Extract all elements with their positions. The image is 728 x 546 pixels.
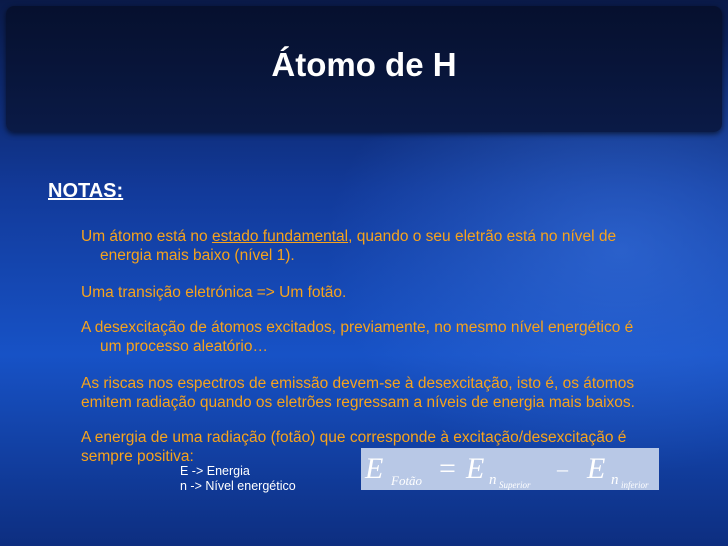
formula-sub-photon: Fotão xyxy=(391,473,423,488)
formula-n-upper: n xyxy=(489,472,497,488)
notes-heading: NOTAS: xyxy=(48,180,124,202)
formula-minus: – xyxy=(557,456,568,481)
formula-e-upper: E xyxy=(466,452,485,485)
note-3-line1: A desexcitação de átomos excitados, previamente, no mesmo nível energético é xyxy=(81,319,634,336)
formula-equals: = xyxy=(439,452,456,485)
note-5-line1: A energia de uma radiação (fotão) que corresponde à excitação/desexcitação é xyxy=(81,429,627,446)
note-1-text-a: Um átomo está no xyxy=(81,228,212,245)
formula-e-lower: E xyxy=(587,452,606,485)
energy-formula xyxy=(361,448,659,490)
note-1-underlined: estado fundamental xyxy=(211,228,349,245)
formula-sub-lower: inferior xyxy=(621,480,649,490)
note-5-line2: sempre positiva: xyxy=(81,448,194,465)
note-3-line2: um processo aleatório… xyxy=(100,338,268,355)
legend-level: n -> Nível energético xyxy=(180,479,296,493)
note-3 xyxy=(81,318,691,356)
note-2 xyxy=(81,283,691,302)
note-4 xyxy=(81,374,691,412)
formula-e-photon: E xyxy=(365,452,384,485)
note-4-line2: emitem radiação quando os eletrões regressam a níveis de energia mais baixos. xyxy=(81,394,635,411)
formula-n-lower: n xyxy=(611,472,619,488)
note-4-line1: As riscas nos espectros de emissão devem-se à desexcitação, isto é, os átomos xyxy=(81,375,635,392)
formula-svg xyxy=(361,448,659,490)
legend xyxy=(180,464,296,494)
note-1-text-b: , quando o seu eletrão está no nível de xyxy=(348,228,617,245)
legend-energy: E -> Energia xyxy=(180,464,250,478)
slide-title: Átomo de H xyxy=(271,46,457,83)
formula-sub-upper: Superior xyxy=(499,480,531,490)
note-1 xyxy=(81,227,691,265)
note-1-line2: energia mais baixo (nível 1). xyxy=(100,247,295,264)
note-2-line1: Uma transição eletrónica => Um fotão. xyxy=(81,284,347,301)
